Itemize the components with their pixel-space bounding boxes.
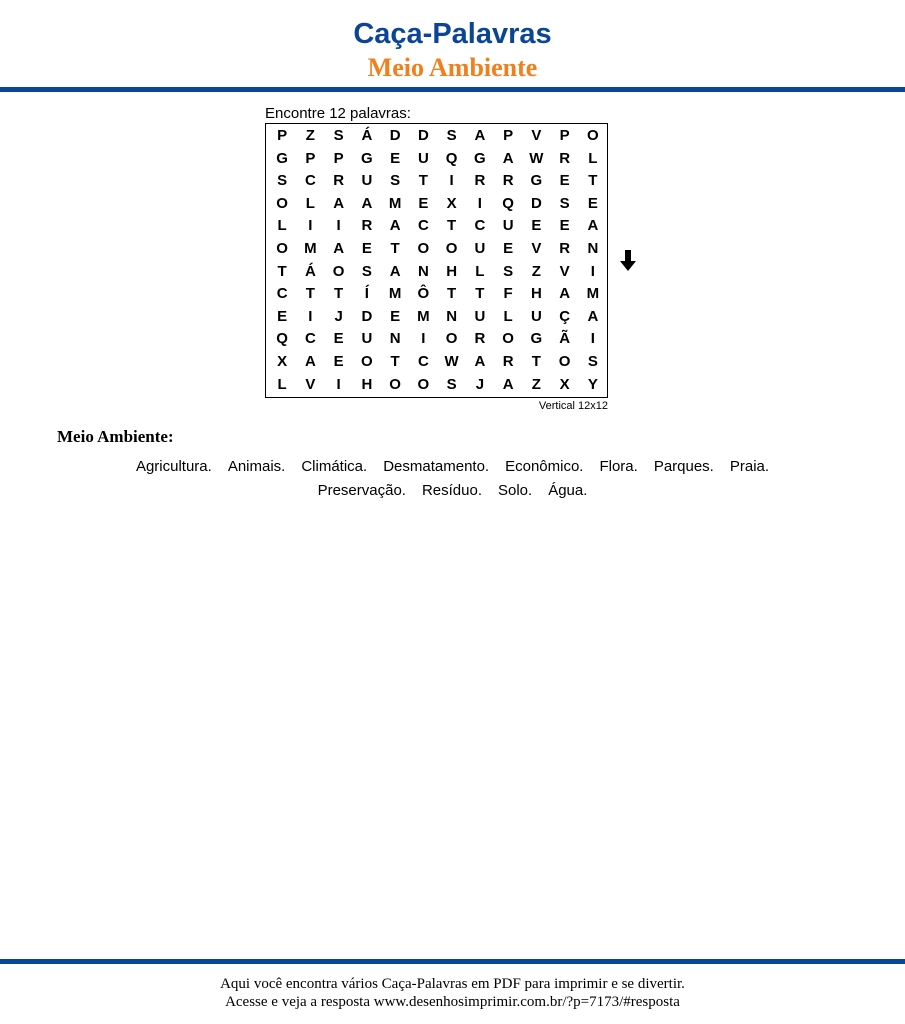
grid-cell: U (361, 172, 373, 190)
grid-cell: M (388, 285, 402, 303)
grid-cell: T (447, 217, 457, 235)
grid-cell: E (531, 217, 542, 235)
grid-row (266, 306, 607, 329)
puzzle-instruction: Encontre 12 palavras: (265, 105, 411, 122)
header-divider (0, 87, 905, 92)
grid-cell: S (446, 375, 457, 393)
grid-cell: C (276, 285, 288, 303)
grid-cell: O (332, 262, 345, 280)
grid-cell: U (417, 149, 429, 167)
grid-cell: R (474, 172, 486, 190)
grid-cell: E (559, 172, 570, 190)
grid-cell: J (475, 375, 485, 393)
word-list-title: Meio Ambiente: (57, 427, 174, 446)
grid-cell: S (390, 172, 401, 190)
grid-cell: L (503, 307, 513, 325)
grid-cell: Í (364, 285, 369, 303)
grid-cell: C (304, 330, 316, 348)
grid-cell: Y (587, 375, 598, 393)
grid-cell: T (447, 285, 457, 303)
grid-cell: R (333, 172, 345, 190)
footer (0, 975, 905, 1011)
grid-cell: V (305, 375, 316, 393)
grid-cell: P (305, 149, 316, 167)
grid-cell: S (277, 172, 288, 190)
grid-cell: S (333, 127, 344, 144)
word-list-item: Preservação. (317, 482, 406, 499)
grid-cell: O (276, 194, 288, 212)
word-list-item: Solo. (498, 482, 533, 499)
grid-cell: Q (276, 330, 288, 348)
grid-row (266, 261, 607, 284)
grid-cell: P (277, 127, 288, 144)
grid-cell: F (503, 285, 513, 303)
grid-cell: A (304, 352, 316, 370)
grid-cell: U (530, 307, 542, 325)
grid-cell: D (417, 127, 429, 144)
grid-cell: M (417, 307, 430, 325)
grid-row (266, 351, 607, 374)
grid-cell: P (333, 149, 344, 167)
grid-cell: Ô (417, 285, 430, 303)
grid-cell: H (530, 285, 542, 303)
grid-cell: D (530, 194, 542, 212)
grid-cell: A (587, 307, 599, 325)
grid-cell: A (587, 217, 599, 235)
grid-row (266, 374, 607, 397)
grid-cell: E (587, 194, 598, 212)
grid-row (266, 148, 607, 171)
grid-cell: O (445, 330, 458, 348)
grid-cell: W (529, 149, 544, 167)
grid-cell: C (417, 352, 429, 370)
grid-cell: A (333, 194, 345, 212)
grid-cell: W (444, 352, 459, 370)
grid-cell: D (361, 307, 373, 325)
grid-cell: T (418, 172, 428, 190)
grid-cell: A (333, 239, 345, 257)
word-list-item: Climática. (301, 458, 368, 475)
grid-cell: Z (531, 375, 541, 393)
grid-cell: E (277, 307, 288, 325)
grid-cell: N (417, 262, 429, 280)
grid-cell: H (446, 262, 458, 280)
grid-cell: I (308, 307, 313, 325)
grid-cell: Ã (559, 330, 571, 348)
grid-row (266, 125, 607, 148)
word-list-item: Resíduo. (421, 482, 482, 499)
grid-cell: V (531, 239, 542, 257)
grid-cell: O (417, 375, 430, 393)
grid-row (266, 238, 607, 261)
grid-cell: O (502, 330, 514, 348)
word-list-item: Praia. (729, 458, 770, 475)
grid-cell: E (333, 352, 344, 370)
grid-cell: E (390, 307, 401, 325)
grid-cell: M (586, 285, 600, 303)
grid-cell: O (558, 352, 571, 370)
grid-cell: N (389, 330, 401, 348)
grid-cell: I (421, 330, 426, 348)
footer-line-2: Acesse e veja a resposta www.desenhosimprimir.com.br/?p=7173/#resposta (225, 994, 680, 1010)
grid-caption: Vertical 12x12 (538, 400, 608, 412)
grid-cell: U (502, 217, 514, 235)
grid-cell: V (559, 262, 570, 280)
grid-cell: E (361, 239, 372, 257)
grid-cell: T (531, 352, 541, 370)
grid-cell: P (559, 127, 570, 144)
grid-cell: C (304, 172, 316, 190)
grid-cell: A (474, 127, 486, 144)
grid-cell: O (445, 239, 458, 257)
grid-cell: X (559, 375, 570, 393)
grid-cell: T (588, 172, 598, 190)
grid-cell: A (389, 217, 401, 235)
grid-cell: C (474, 217, 486, 235)
grid-cell: T (305, 285, 315, 303)
grid-cell: L (277, 217, 287, 235)
grid-row (266, 328, 607, 351)
grid-cell: Q (445, 149, 458, 167)
grid-cell: A (559, 285, 571, 303)
grid-cell: Á (361, 127, 373, 144)
grid-cell: M (304, 239, 317, 257)
grid-cell: E (418, 194, 429, 212)
grid-cell: R (559, 239, 571, 257)
grid-cell: Z (531, 262, 541, 280)
grid-cell: G (276, 149, 288, 167)
grid-cell: S (446, 127, 457, 144)
grid-cell: A (502, 375, 514, 393)
grid-row (266, 283, 607, 306)
grid-cell: O (587, 127, 599, 144)
grid-cell: O (389, 375, 401, 393)
footer-divider (0, 959, 905, 964)
grid-cell: C (417, 217, 429, 235)
grid-cell: V (531, 127, 542, 144)
grid-cell: R (474, 330, 486, 348)
word-list-item: Agricultura. (135, 458, 212, 475)
word-list-item: Animais. (227, 458, 286, 475)
grid-cell: J (334, 307, 343, 325)
grid-cell: I (449, 172, 454, 190)
grid-cell: O (361, 352, 373, 370)
grid-cell: E (390, 149, 401, 167)
arrow-down-icon (620, 250, 636, 272)
grid-cell: X (446, 194, 457, 212)
word-list-item: Parques. (653, 458, 714, 475)
grid-cell: I (308, 217, 313, 235)
grid-cell: T (390, 352, 400, 370)
grid-cell: T (475, 285, 485, 303)
grid-cell: G (361, 149, 373, 167)
grid-cell: U (474, 239, 486, 257)
grid-cell: A (502, 149, 514, 167)
grid-cell: O (417, 239, 430, 257)
grid-cell: T (334, 285, 344, 303)
grid-cell: N (587, 239, 599, 257)
grid-cell: A (389, 262, 401, 280)
grid-cell: P (503, 127, 514, 144)
word-list-item: Econômico. (505, 458, 584, 475)
grid-cell: S (559, 194, 570, 212)
grid-cell: I (590, 262, 595, 280)
grid-cell: I (590, 330, 595, 348)
grid-cell: E (333, 330, 344, 348)
word-list-item: Desmatamento. (383, 458, 490, 475)
grid-cell: R (502, 172, 514, 190)
grid-cell: U (474, 307, 486, 325)
grid-cell: X (277, 352, 288, 370)
grid-cell: N (446, 307, 458, 325)
grid-cell: I (336, 375, 341, 393)
word-list (60, 455, 845, 503)
page-subtitle: Meio Ambiente (367, 53, 538, 82)
grid-cell: L (277, 375, 287, 393)
grid-cell: U (361, 330, 373, 348)
grid-cell: E (503, 239, 514, 257)
grid-cell: L (588, 149, 598, 167)
grid-cell: R (502, 352, 514, 370)
grid-cell: S (503, 262, 514, 280)
grid-cell: G (530, 172, 543, 190)
grid-cell: L (475, 262, 485, 280)
grid-cell: Ç (559, 307, 571, 325)
grid-cell: H (361, 375, 373, 393)
grid-row (266, 215, 607, 238)
word-list-item: Flora. (599, 458, 638, 475)
grid-cell: T (390, 239, 400, 257)
grid-cell: A (474, 352, 486, 370)
grid-cell: I (477, 194, 482, 212)
footer-line-1: Aqui você encontra vários Caça-Palavras em PDF para imprimir e se divertir. (220, 976, 685, 992)
page-title: Caça-Palavras (353, 18, 552, 50)
grid-cell: Á (304, 262, 316, 280)
grid-row (266, 193, 607, 216)
grid-cell: D (389, 127, 401, 144)
grid-cell: M (388, 194, 402, 212)
grid-cell: I (336, 217, 341, 235)
grid-cell: T (277, 262, 287, 280)
grid-cell: E (559, 217, 570, 235)
grid-cell: A (361, 194, 373, 212)
grid-cell: Q (502, 194, 514, 212)
grid-cell: L (305, 194, 315, 212)
grid-cell: R (559, 149, 571, 167)
grid-cell: R (361, 217, 373, 235)
word-list-item: Água. (548, 482, 588, 499)
grid-cell: G (530, 330, 543, 348)
grid-row (266, 170, 607, 193)
grid-cell: Z (305, 127, 315, 144)
grid-cell: O (276, 239, 288, 257)
grid-cell: S (361, 262, 372, 280)
word-search-grid (265, 123, 608, 398)
grid-cell: G (474, 149, 486, 167)
grid-cell: S (587, 352, 598, 370)
